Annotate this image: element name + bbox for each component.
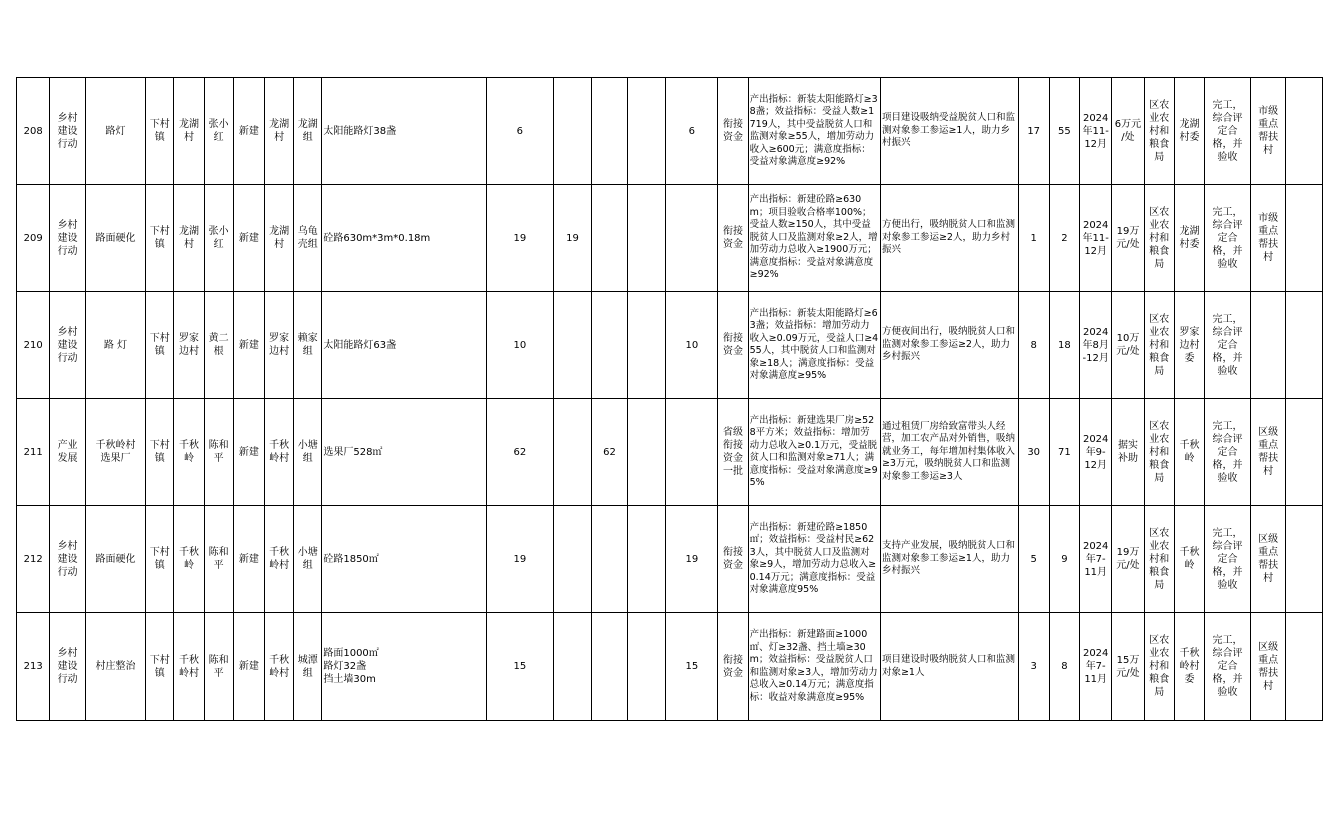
remark-cell: 市级 重点 帮扶 村: [1250, 78, 1285, 185]
site-group-cell: 小塘 组: [294, 399, 322, 506]
subsidy-standard-cell: 据实 补助: [1112, 399, 1144, 506]
blank-cell-cell: [1286, 506, 1323, 613]
blank-cell-cell: [1286, 78, 1323, 185]
supervising-dept-cell: 区农 业农 村和 粮食 局: [1144, 292, 1174, 399]
blank-cell-cell: [1286, 185, 1323, 292]
site-group-cell: 龙湖 组: [294, 78, 322, 185]
table-row: [17, 506, 1323, 613]
row-number-cell: 209: [17, 185, 50, 292]
project-category-cell: 乡村 建设 行动: [50, 613, 85, 721]
remark-cell: 区级 重点 帮扶 村: [1250, 613, 1285, 721]
fund-col-3-cell: [627, 185, 666, 292]
fund-col-3-cell: [627, 292, 666, 399]
acceptance-status-cell: 完工， 综合评 定合 格，并 验收: [1205, 399, 1251, 506]
total-investment-cell: 19: [487, 185, 554, 292]
supervising-dept-cell: 区农 业农 村和 粮食 局: [1144, 399, 1174, 506]
fund-col-4-cell: 6: [666, 78, 718, 185]
town-cell: 下村 镇: [146, 185, 174, 292]
subsidy-standard-cell: 10万 元/处: [1112, 292, 1144, 399]
town-cell: 下村 镇: [146, 78, 174, 185]
project-name-cell: 路面硬化: [85, 185, 145, 292]
supervising-dept-cell: 区农 业农 村和 粮食 局: [1144, 506, 1174, 613]
fund-col-3-cell: [627, 78, 666, 185]
beneficiary-count-1-cell: 17: [1018, 78, 1049, 185]
implementing-unit-cell: 罗家 边村 委: [1174, 292, 1204, 399]
remark-cell: 区级 重点 帮扶 村: [1250, 506, 1285, 613]
fund-col-1-cell: [553, 292, 592, 399]
implementation-period-cell: 2024 年11- 12月: [1080, 78, 1112, 185]
fund-col-1-cell: [553, 613, 592, 721]
table-row: [17, 78, 1323, 185]
total-investment-cell: 10: [487, 292, 554, 399]
construction-nature-cell: 新建: [233, 185, 264, 292]
implementing-unit-cell: 龙湖 村委: [1174, 78, 1204, 185]
village-cell: 千秋 岭村: [174, 613, 204, 721]
row-number-cell: 213: [17, 613, 50, 721]
acceptance-status-cell: 完工， 综合评 定合 格，并 验收: [1205, 78, 1251, 185]
construction-content-cell: 砼路630m*3m*0.18m: [322, 185, 487, 292]
project-table: [16, 77, 1323, 721]
project-name-cell: 路面硬化: [85, 506, 145, 613]
implementing-unit-cell: 千秋 岭: [1174, 506, 1204, 613]
beneficiary-count-2-cell: 18: [1049, 292, 1079, 399]
benefit-mechanism-cell: 项目建设吸纳受益脱贫人口和监测对象参工参运≥1人，助力乡村振兴: [880, 78, 1018, 185]
fund-source-cell: 衔接 资金: [718, 613, 748, 721]
beneficiary-count-2-cell: 71: [1049, 399, 1079, 506]
town-cell: 下村 镇: [146, 399, 174, 506]
benefit-mechanism-cell: 方便夜间出行，吸纳脱贫人口和监测对象参工参运≥2人，助力乡村振兴: [880, 292, 1018, 399]
construction-nature-cell: 新建: [233, 399, 264, 506]
site-group-cell: 赖家 组: [294, 292, 322, 399]
beneficiary-count-1-cell: 1: [1018, 185, 1049, 292]
fund-col-2-cell: [592, 506, 627, 613]
construction-content-cell: 砼路1850㎡: [322, 506, 487, 613]
site-village-cell: 龙湖 村: [265, 185, 294, 292]
beneficiary-count-1-cell: 30: [1018, 399, 1049, 506]
subsidy-standard-cell: 19万 元/处: [1112, 506, 1144, 613]
fund-col-4-cell: [666, 185, 718, 292]
fund-col-2-cell: [592, 185, 627, 292]
fund-col-1-cell: 19: [553, 185, 592, 292]
fund-col-2-cell: [592, 292, 627, 399]
fund-col-1-cell: [553, 399, 592, 506]
performance-indicators-cell: 产出指标：新建砼路≥630m；项目验收合格率100%；受益人数≥150人，其中受益脱贫人口及监测对象≥2人，增加劳动力总收入≥1900万元；满意度指标：受益对象满意度≥92%: [748, 185, 880, 292]
site-village-cell: 罗家 边村: [265, 292, 294, 399]
town-cell: 下村 镇: [146, 506, 174, 613]
village-cell: 千秋 岭: [174, 506, 204, 613]
beneficiary-count-2-cell: 8: [1049, 613, 1079, 721]
site-village-cell: 千秋 岭村: [265, 506, 294, 613]
supervising-dept-cell: 区农 业农 村和 粮食 局: [1144, 78, 1174, 185]
acceptance-status-cell: 完工， 综合评 定合 格，并 验收: [1205, 506, 1251, 613]
fund-col-2-cell: 62: [592, 399, 627, 506]
beneficiary-count-1-cell: 8: [1018, 292, 1049, 399]
total-investment-cell: 15: [487, 613, 554, 721]
beneficiary-count-2-cell: 9: [1049, 506, 1079, 613]
site-village-cell: 千秋 岭村: [265, 613, 294, 721]
row-number-cell: 208: [17, 78, 50, 185]
fund-col-4-cell: 10: [666, 292, 718, 399]
performance-indicators-cell: 产出指标：新装太阳能路灯≥63盏；效益指标：增加劳动力收入≥0.09万元，受益人口≥455人，其中脱贫人口和监测对象≥18人；满意度指标：受益对象满意度≥95%: [748, 292, 880, 399]
leader-cell: 张小 红: [204, 78, 233, 185]
implementing-unit-cell: 龙湖 村委: [1174, 185, 1204, 292]
benefit-mechanism-cell: 通过租赁厂房给致富带头人经营，加工农产品对外销售，吸纳就业务工，每年增加村集体收入≥3万元，吸纳脱贫人口和监测对象参工参运≥3人: [880, 399, 1018, 506]
row-number-cell: 212: [17, 506, 50, 613]
benefit-mechanism-cell: 支持产业发展，吸纳脱贫人口和监测对象参工参运≥1人，助力乡村振兴: [880, 506, 1018, 613]
beneficiary-count-2-cell: 2: [1049, 185, 1079, 292]
leader-cell: 陈和 平: [204, 506, 233, 613]
performance-indicators-cell: 产出指标：新建路面≥1000㎡、灯≥32盏、挡土墙≥30m；效益指标：受益脱贫人口和监测对象≥3人，增加劳动力总收入≥0.14万元；满意度指标：收益对象满意度≥95%: [748, 613, 880, 721]
implementing-unit-cell: 千秋 岭村 委: [1174, 613, 1204, 721]
remark-cell: [1250, 292, 1285, 399]
implementation-period-cell: 2024 年7- 11月: [1080, 506, 1112, 613]
fund-col-1-cell: [553, 506, 592, 613]
benefit-mechanism-cell: 项目建设时吸纳脱贫人口和监测对象≥1人: [880, 613, 1018, 721]
blank-cell-cell: [1286, 399, 1323, 506]
table-row: [17, 185, 1323, 292]
construction-content-cell: 太阳能路灯63盏: [322, 292, 487, 399]
implementation-period-cell: 2024 年8月 -12月: [1080, 292, 1112, 399]
project-category-cell: 乡村 建设 行动: [50, 506, 85, 613]
fund-source-cell: 省级 衔接 资金 一批: [718, 399, 748, 506]
construction-content-cell: 太阳能路灯38盏: [322, 78, 487, 185]
row-number-cell: 211: [17, 399, 50, 506]
project-category-cell: 乡村 建设 行动: [50, 185, 85, 292]
project-category-cell: 乡村 建设 行动: [50, 78, 85, 185]
fund-source-cell: 衔接 资金: [718, 78, 748, 185]
leader-cell: 张小 红: [204, 185, 233, 292]
construction-nature-cell: 新建: [233, 292, 264, 399]
beneficiary-count-1-cell: 5: [1018, 506, 1049, 613]
village-cell: 龙湖 村: [174, 78, 204, 185]
project-name-cell: 千秋岭村 选果厂: [85, 399, 145, 506]
fund-source-cell: 衔接 资金: [718, 506, 748, 613]
blank-cell-cell: [1286, 292, 1323, 399]
row-number-cell: 210: [17, 292, 50, 399]
implementation-period-cell: 2024 年7- 11月: [1080, 613, 1112, 721]
total-investment-cell: 6: [487, 78, 554, 185]
leader-cell: 陈和 平: [204, 613, 233, 721]
project-name-cell: 村庄整治: [85, 613, 145, 721]
fund-col-2-cell: [592, 78, 627, 185]
site-group-cell: 小塘 组: [294, 506, 322, 613]
town-cell: 下村 镇: [146, 613, 174, 721]
construction-nature-cell: 新建: [233, 78, 264, 185]
performance-indicators-cell: 产出指标：新建砼路≥1850㎡；效益指标：受益村民≥623人，其中脱贫人口及监测对象≥9人，增加劳动力总收入≥0.14万元；满意度指标：受益对象满意度95%: [748, 506, 880, 613]
subsidy-standard-cell: 15万 元/处: [1112, 613, 1144, 721]
fund-col-1-cell: [553, 78, 592, 185]
fund-col-3-cell: [627, 399, 666, 506]
fund-col-4-cell: 15: [666, 613, 718, 721]
site-group-cell: 城潭 组: [294, 613, 322, 721]
supervising-dept-cell: 区农 业农 村和 粮食 局: [1144, 185, 1174, 292]
subsidy-standard-cell: 19万 元/处: [1112, 185, 1144, 292]
table-row: [17, 613, 1323, 721]
table-row: [17, 399, 1323, 506]
table-row: [17, 292, 1323, 399]
beneficiary-count-1-cell: 3: [1018, 613, 1049, 721]
site-village-cell: 千秋 岭村: [265, 399, 294, 506]
implementation-period-cell: 2024 年9- 12月: [1080, 399, 1112, 506]
construction-content-cell: 路面1000㎡ 路灯32盏 挡土墙30m: [322, 613, 487, 721]
remark-cell: 区级 重点 帮扶 村: [1250, 399, 1285, 506]
fund-col-4-cell: 19: [666, 506, 718, 613]
village-cell: 龙湖 村: [174, 185, 204, 292]
fund-col-2-cell: [592, 613, 627, 721]
construction-content-cell: 选果厂528㎡: [322, 399, 487, 506]
remark-cell: 市级 重点 帮扶 村: [1250, 185, 1285, 292]
fund-col-4-cell: [666, 399, 718, 506]
fund-col-3-cell: [627, 506, 666, 613]
total-investment-cell: 62: [487, 399, 554, 506]
town-cell: 下村 镇: [146, 292, 174, 399]
implementing-unit-cell: 千秋 岭: [1174, 399, 1204, 506]
fund-source-cell: 衔接 资金: [718, 185, 748, 292]
fund-source-cell: 衔接 资金: [718, 292, 748, 399]
project-name-cell: 路灯: [85, 78, 145, 185]
acceptance-status-cell: 完工， 综合评 定合 格，并 验收: [1205, 185, 1251, 292]
acceptance-status-cell: 完工， 综合评 定合 格，并 验收: [1205, 613, 1251, 721]
site-group-cell: 乌龟 壳组: [294, 185, 322, 292]
construction-nature-cell: 新建: [233, 506, 264, 613]
performance-indicators-cell: 产出指标：新装太阳能路灯≥38盏；效益指标：受益人数≥1719人，其中受益脱贫人口和监测对象≥55人，增加劳动力收入≥600元；满意度指标：受益对象满意度≥92%: [748, 78, 880, 185]
blank-cell-cell: [1286, 613, 1323, 721]
construction-nature-cell: 新建: [233, 613, 264, 721]
acceptance-status-cell: 完工， 综合评 定合 格，并 验收: [1205, 292, 1251, 399]
fund-col-3-cell: [627, 613, 666, 721]
implementation-period-cell: 2024 年11- 12月: [1080, 185, 1112, 292]
total-investment-cell: 19: [487, 506, 554, 613]
project-category-cell: 产业 发展: [50, 399, 85, 506]
site-village-cell: 龙湖 村: [265, 78, 294, 185]
project-name-cell: 路 灯: [85, 292, 145, 399]
village-cell: 罗家 边村: [174, 292, 204, 399]
subsidy-standard-cell: 6万元 /处: [1112, 78, 1144, 185]
village-cell: 千秋 岭: [174, 399, 204, 506]
supervising-dept-cell: 区农 业农 村和 粮食 局: [1144, 613, 1174, 721]
beneficiary-count-2-cell: 55: [1049, 78, 1079, 185]
project-category-cell: 乡村 建设 行动: [50, 292, 85, 399]
benefit-mechanism-cell: 方便出行，吸纳脱贫人口和监测对象参工参运≥2人，助力乡村振兴: [880, 185, 1018, 292]
performance-indicators-cell: 产出指标：新建选果厂房≥528平方米；效益指标：增加劳动力总收入≥0.1万元，受益脱贫人口和监测对象≥71人；满意度指标：受益对象满意度≥95%: [748, 399, 880, 506]
leader-cell: 黄二 根: [204, 292, 233, 399]
leader-cell: 陈和 平: [204, 399, 233, 506]
